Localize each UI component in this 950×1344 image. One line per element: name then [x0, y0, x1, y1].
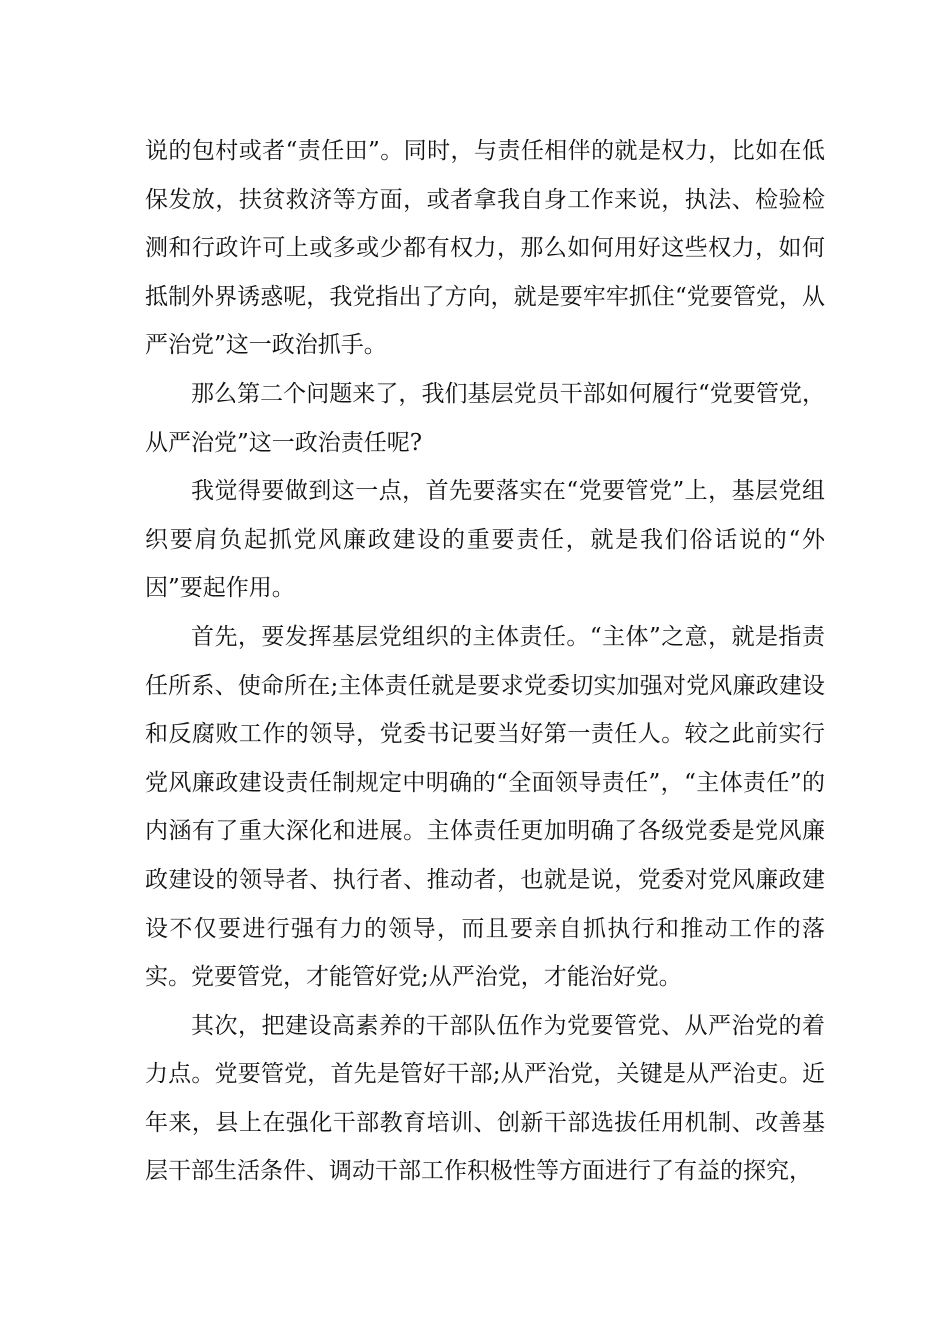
document-body [145, 127, 825, 1196]
paragraph: 其次，把建设高素养的干部队伍作为党要管党、从严治党的着力点。党要管党，首先是管好干部;从严治党，关键是从严治吏。近年来，县上在强化干部教育培训、创新干部选拔任用机制、改善基层干部生活条件、调动干部工作积极性等方面进行了有益的探究， [145, 1012, 825, 1185]
paragraph: 我觉得要做到这一点，首先要落实在“党要管党”上，基层党组织要肩负起抓党风廉政建设的重要责任，就是我们俗话说的“外因”要起作用。 [145, 478, 825, 602]
paragraph: 首先，要发挥基层党组织的主体责任。“主体”之意，就是指责任所系、使命所在;主体责任就是要求党委切实加强对党风廉政建设和反腐败工作的领导，党委书记要当好第一责任人。较之此前实行党风廉政建设责任制规定中明确的“全面领导责任”，“主体责任”的内涵有了重大深化和进展。主体责任更加明确了各级党委是党风廉政建设的领导者、执行者、推动者，也就是说，党委对党风廉政建设不仅要进行强有力的领导，而且要亲自抓执行和推动工作的落实。党要管党，才能管好党;从严治党，才能治好党。 [145, 623, 825, 991]
paragraph: 那么第二个问题来了，我们基层党员干部如何履行“党要管党，从严治党”这一政治责任呢? [145, 380, 825, 456]
paragraph: 说的包村或者“责任田”。同时，与责任相伴的就是权力，比如在低保发放，扶贫救济等方面，或者拿我自身工作来说，执法、检验检测和行政许可上或多或少都有权力，那么如何用好这些权力，如何抵制外界诱惑呢，我党指出了方向，就是要牢牢抓住“党要管党，从严治党”这一政治抓手。 [145, 138, 825, 359]
